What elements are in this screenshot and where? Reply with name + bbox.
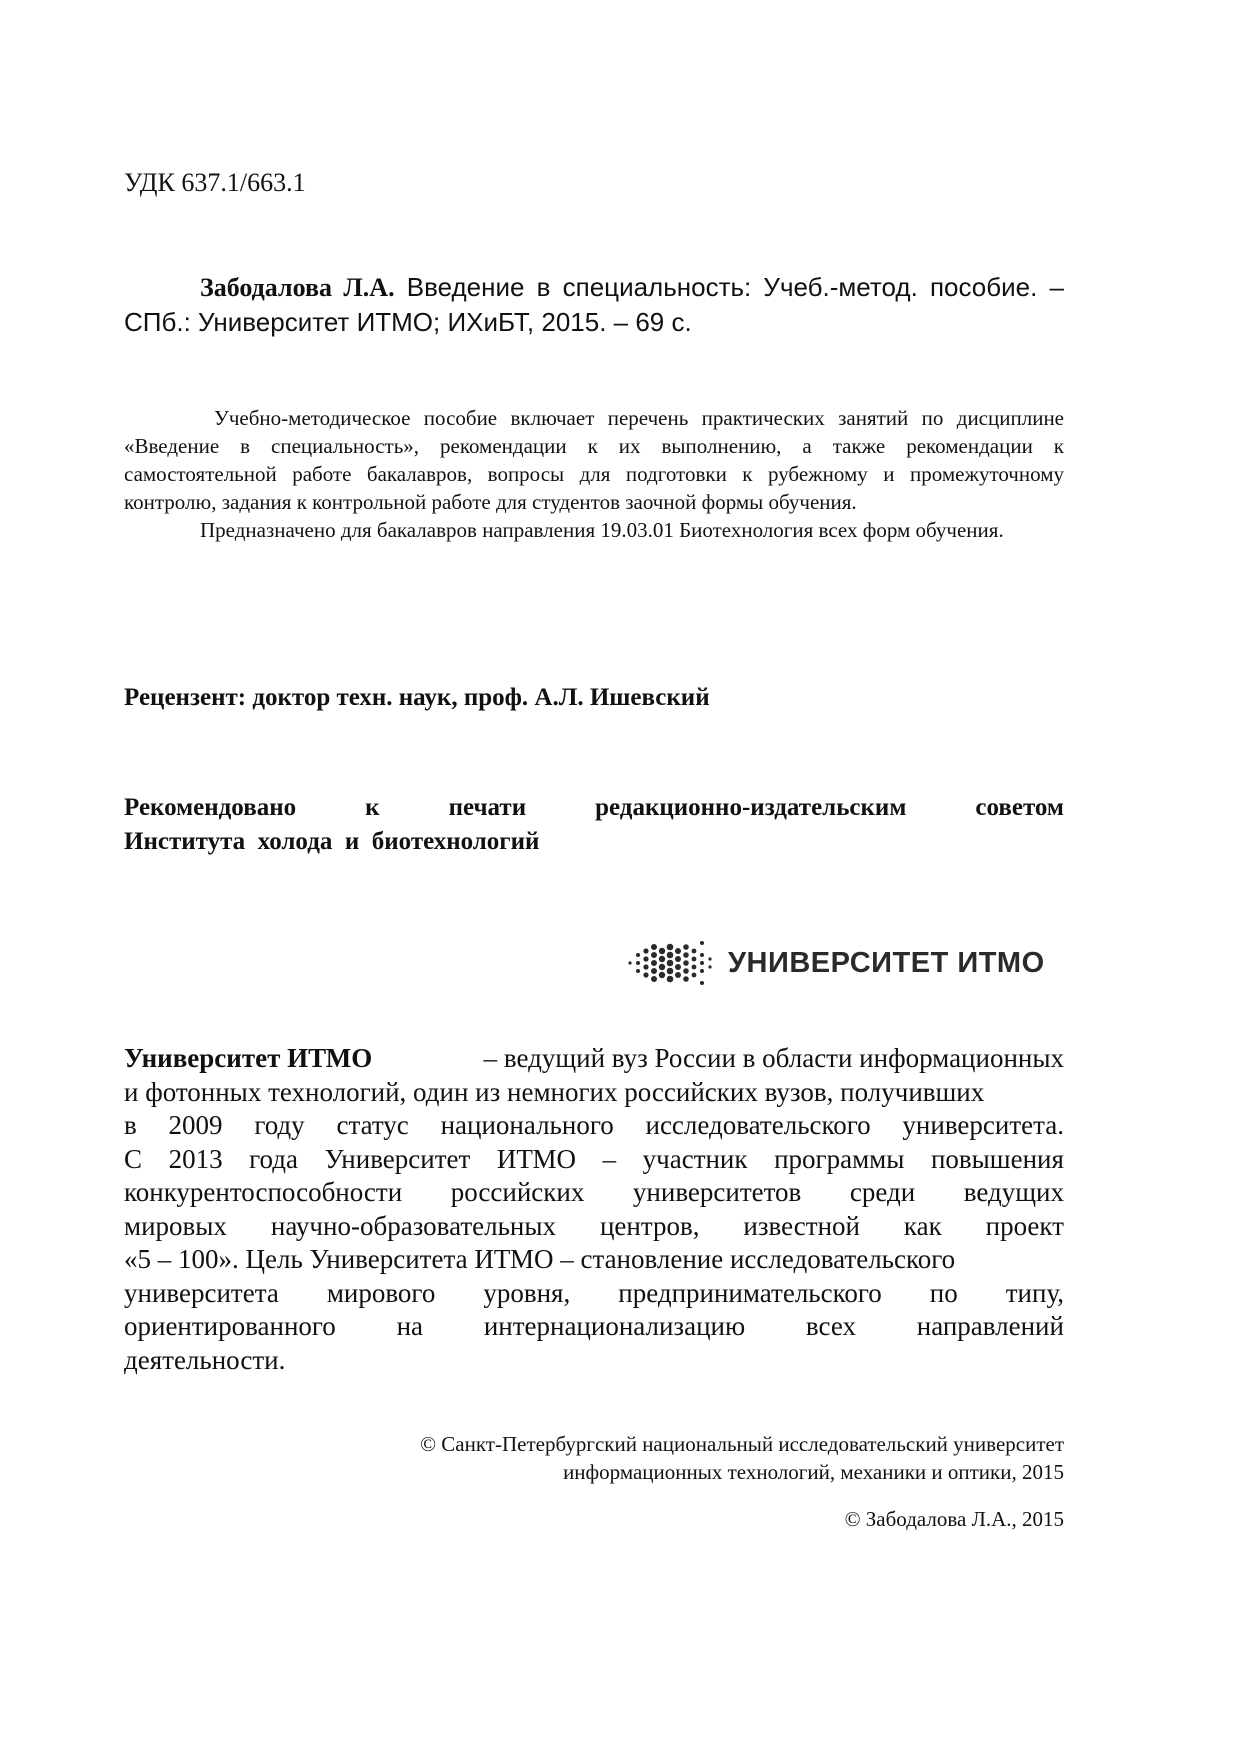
logo-dot: [636, 953, 640, 957]
description-word: деятельности.: [124, 1344, 286, 1375]
description-word: году: [254, 1110, 305, 1140]
recommendation-word: к: [365, 794, 380, 821]
description-word: «5 – 100». Цель Университета ИТМО – становление исследовательского: [124, 1244, 956, 1274]
description-word: университета: [124, 1277, 279, 1308]
description-word: типу,: [1005, 1277, 1064, 1308]
logo-dot: [651, 944, 657, 950]
description-word: национального: [440, 1110, 614, 1140]
description-word: университетов: [632, 1177, 802, 1207]
logo-dot: [675, 956, 681, 962]
logo-dot: [628, 961, 631, 964]
citation-text: Введение в специальность: Учеб.-метод. пособие. – СПб.: Университет ИТМО; ИХиБТ, 2015. – 69 с.: [124, 272, 1064, 337]
logo-dot: [692, 973, 697, 978]
description-line: [124, 1143, 1064, 1177]
description-word: участник: [642, 1143, 748, 1174]
logo-dot: [667, 960, 674, 967]
logo-dot: [692, 949, 697, 954]
description-word: года: [249, 1143, 298, 1174]
recommendation-word: печати: [448, 794, 527, 821]
description-word: предпринимательского: [618, 1277, 882, 1308]
copyright-author: © Забодалова Л.А., 2015: [844, 1507, 1064, 1531]
description-word: С: [124, 1143, 143, 1174]
description-line: [124, 1109, 1064, 1143]
logo-dot: [643, 964, 648, 969]
description-line: [124, 1042, 1064, 1076]
logo-dot: [636, 969, 640, 973]
copyright-university: [420, 1430, 1064, 1486]
description-word: повышения: [930, 1143, 1064, 1174]
description-word: и фотонных технологий, один из немногих российских вузов, получивших: [124, 1076, 985, 1107]
logo-dot: [667, 944, 674, 951]
description-word: ведущих: [963, 1177, 1064, 1207]
description-word: мирового: [326, 1277, 436, 1308]
logo-dot: [659, 948, 665, 954]
description-word: университета.: [902, 1110, 1064, 1140]
description-word: направлений: [916, 1311, 1064, 1341]
description-word: уровня,: [483, 1277, 571, 1308]
logo-dot: [700, 941, 704, 945]
logo-dot: [667, 952, 674, 959]
logo-dot: [651, 976, 657, 982]
logo-dot: [700, 953, 704, 957]
description-word: Университет: [324, 1143, 471, 1174]
description-word: 2009: [168, 1110, 223, 1140]
description-word: мировых: [124, 1210, 227, 1241]
description-line: [124, 1310, 1064, 1344]
description-word: интернационализацию: [483, 1311, 746, 1341]
description-word: конкурентоспособности: [124, 1177, 403, 1207]
description-line: [124, 1210, 1064, 1244]
udk-code: УДК 637.1/663.1: [124, 168, 306, 197]
logo-dot: [659, 972, 665, 978]
logo-dot: [692, 957, 697, 962]
description-word: известной: [743, 1210, 860, 1241]
logo-dot: [683, 976, 689, 982]
logo-dot: [675, 964, 681, 970]
description-word: –: [602, 1143, 617, 1174]
logo-dot: [692, 965, 697, 970]
citation-author: Забодалова Л.А.: [200, 273, 395, 302]
copyright-line-2: информационных технологий, механики и оптики, 2015: [563, 1460, 1064, 1484]
logo-dot: [651, 960, 657, 966]
recommendation-word: редакционно-издательским: [595, 794, 907, 821]
logo-dot: [651, 968, 657, 974]
description-word: ИТМО: [496, 1143, 577, 1174]
logo-dot: [700, 961, 704, 965]
description-word: статус: [336, 1110, 409, 1140]
description-line: [124, 1277, 1064, 1311]
logo-dot: [708, 965, 711, 968]
description-word: среди: [849, 1177, 916, 1207]
logo-dot: [683, 944, 689, 950]
abstract: [124, 404, 1064, 544]
recommendation-line-1: [124, 791, 1064, 825]
logo-dot: [683, 960, 689, 966]
logo-text: УНИВЕРСИТЕТ ИТМО: [728, 946, 1045, 979]
logo-dot: [700, 981, 704, 985]
logo-dot: [683, 968, 689, 974]
description-word: научно-образовательных: [270, 1210, 557, 1241]
itmo-logo: [626, 938, 1066, 988]
description-word: 2013: [168, 1143, 223, 1174]
university-description: [124, 1042, 1064, 1377]
logo-dot: [643, 956, 648, 961]
recommendation: [124, 791, 1064, 859]
recommendation-word: советом: [975, 794, 1064, 821]
logo-dot: [651, 952, 657, 958]
itmo-dots-logo-icon: [626, 940, 718, 986]
description-word: ориентированного: [124, 1311, 336, 1341]
description-word: в: [124, 1110, 137, 1140]
description-word: программы: [774, 1143, 905, 1174]
reviewer: Рецензент: доктор техн. наук, проф. А.Л. Ишевский: [124, 684, 710, 711]
recommendation-word: Рекомендовано: [124, 794, 297, 821]
description-word: исследовательского: [645, 1110, 871, 1140]
logo-dot: [675, 972, 681, 978]
logo-dot: [643, 972, 648, 977]
description-line: [124, 1243, 1064, 1277]
copyright-line-1: © Санкт-Петербургский национальный исследовательский университет: [420, 1432, 1064, 1456]
description-word: центров,: [599, 1210, 700, 1241]
description-word: российских: [450, 1177, 585, 1207]
description-line: [124, 1076, 1064, 1110]
abstract-paragraph-1: Учебно-методическое пособие включает перечень практических занятий по дисциплине «Введение в специальность», рекомендации к их выполнению, а также рекомендации к самостоятельной работе бакалавров, вопросы для подготовки к рубежному и промежуточному контролю, задания к контрольной работе для студентов заочной формы обучения.: [124, 406, 1064, 514]
logo-dot: [636, 961, 640, 965]
description-line: [124, 1344, 1064, 1378]
logo-dot: [667, 976, 674, 983]
logo-dot: [675, 948, 681, 954]
recommendation-line-2: Института холода и биотехнологий: [124, 828, 540, 855]
description-word: проект: [985, 1210, 1064, 1241]
description-word: на: [396, 1311, 424, 1341]
logo-dot: [667, 968, 674, 975]
logo-dot: [643, 948, 648, 953]
description-text: – ведущий вуз России в области информационных: [483, 1043, 1064, 1073]
logo-dot: [700, 969, 704, 973]
logo-dot: [683, 952, 689, 958]
logo-dot: [659, 956, 665, 962]
bibliographic-citation: [124, 270, 1064, 340]
description-word: по: [929, 1277, 958, 1308]
description-word: как: [903, 1210, 942, 1241]
description-line: [124, 1176, 1064, 1210]
logo-dot: [659, 964, 665, 970]
description-lead: Университет ИТМО: [124, 1043, 373, 1073]
abstract-paragraph-2: Предназначено для бакалавров направления 19.03.01 Биотехнология всех форм обучения.: [200, 518, 1004, 542]
logo-dot: [708, 957, 711, 960]
description-word: всех: [805, 1311, 856, 1341]
